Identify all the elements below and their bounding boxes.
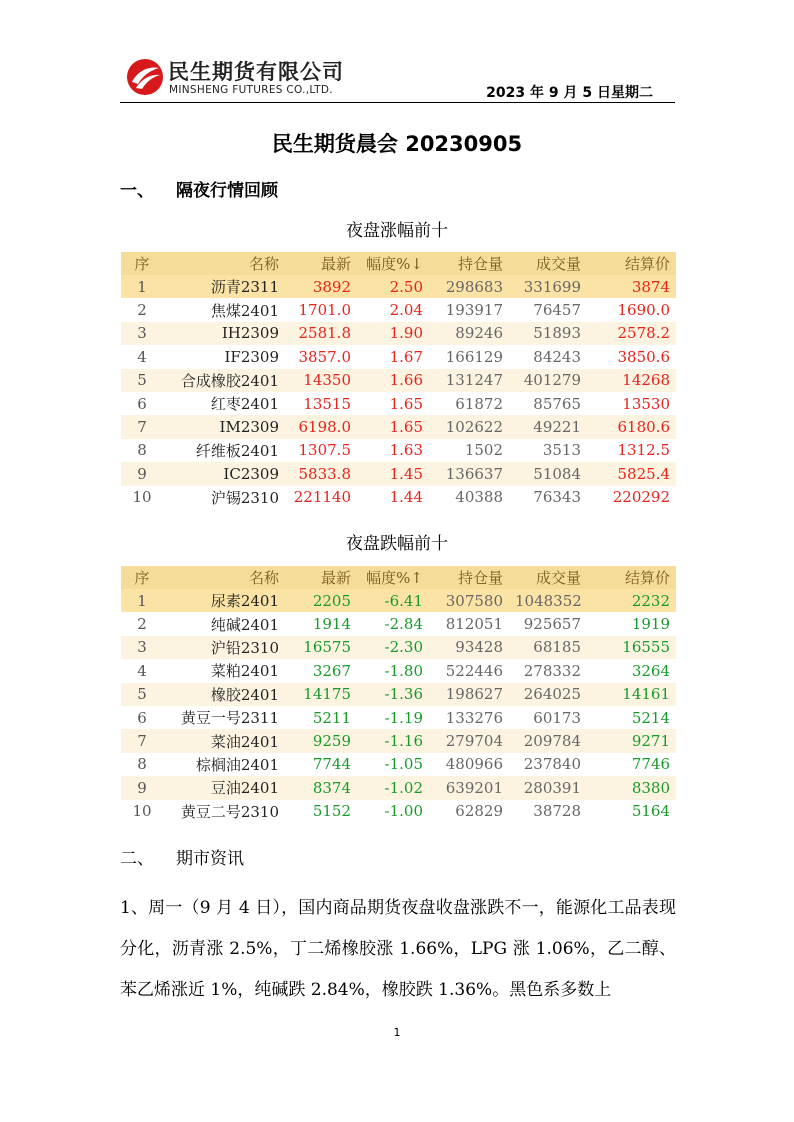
cell-settle: 1919 (587, 612, 676, 635)
cell-open-interest: 639201 (429, 776, 509, 799)
section-heading-1 (120, 176, 278, 201)
document-title: 民生期货晨会 20230905 (271, 132, 523, 156)
cell-rank: 6 (121, 392, 163, 415)
cell-name: 纯碱2401 (163, 612, 285, 635)
cell-latest: 3267 (285, 659, 357, 682)
cell-latest: 14350 (285, 369, 357, 392)
company-logo-icon (126, 58, 164, 96)
cell-volume: 264025 (509, 683, 587, 706)
cell-settle: 14268 (587, 369, 676, 392)
table-row (121, 753, 676, 776)
cell-volume: 85765 (509, 392, 587, 415)
news-paragraph: 1、周一（9 月 4 日），国内商品期货夜盘收盘涨跌不一，能源化工品表现分化，沥青涨 2.5%，丁二烯橡胶涨 1.66%，LPG 涨 1.06%，乙二醇、苯乙烯涨近 1%，纯碱跌 2.84%，橡胶跌 1.36%。黑色系多数上 (120, 898, 676, 1000)
header-rank: 序 (121, 566, 163, 589)
cell-rank: 3 (121, 636, 163, 659)
header-volume: 成交量 (509, 252, 587, 275)
cell-change: 1.67 (357, 345, 429, 368)
table-row (121, 776, 676, 799)
cell-latest: 2205 (285, 589, 357, 612)
section-number: 一、 (120, 181, 154, 201)
cell-open-interest: 307580 (429, 589, 509, 612)
cell-volume: 331699 (509, 275, 587, 298)
cell-name: 尿素2401 (163, 589, 285, 612)
cell-change: 1.66 (357, 369, 429, 392)
header-settle: 结算价 (587, 252, 676, 275)
table-row (121, 439, 676, 462)
cell-rank: 7 (121, 415, 163, 438)
table-header-row (121, 252, 676, 275)
cell-open-interest: 1502 (429, 439, 509, 462)
cell-volume: 3513 (509, 439, 587, 462)
cell-settle: 9271 (587, 729, 676, 752)
losers-table-body (121, 589, 676, 823)
cell-open-interest: 62829 (429, 800, 509, 823)
cell-open-interest: 522446 (429, 659, 509, 682)
table-row (121, 392, 676, 415)
cell-rank: 8 (121, 753, 163, 776)
cell-change: 2.04 (357, 298, 429, 321)
section-heading-2 (120, 844, 244, 869)
cell-name: 棕榈油2401 (163, 753, 285, 776)
cell-name: 菜粕2401 (163, 659, 285, 682)
cell-settle: 3874 (587, 275, 676, 298)
header-latest: 最新 (285, 252, 357, 275)
cell-settle: 8380 (587, 776, 676, 799)
cell-change: 1.90 (357, 322, 429, 345)
cell-open-interest: 102622 (429, 415, 509, 438)
cell-settle: 7746 (587, 753, 676, 776)
cell-settle: 2578.2 (587, 322, 676, 345)
cell-name: IH2309 (163, 322, 285, 345)
cell-latest: 1914 (285, 612, 357, 635)
table-row (121, 345, 676, 368)
cell-settle: 3264 (587, 659, 676, 682)
cell-name: 豆油2401 (163, 776, 285, 799)
cell-latest: 1307.5 (285, 439, 357, 462)
cell-open-interest: 480966 (429, 753, 509, 776)
cell-change: -1.00 (357, 800, 429, 823)
cell-latest: 6198.0 (285, 415, 357, 438)
header-name: 名称 (163, 252, 285, 275)
cell-volume: 925657 (509, 612, 587, 635)
cell-settle: 5214 (587, 706, 676, 729)
cell-change: -1.36 (357, 683, 429, 706)
cell-name: 菜油2401 (163, 729, 285, 752)
table-row (121, 612, 676, 635)
cell-settle: 220292 (587, 486, 676, 509)
cell-change: 1.44 (357, 486, 429, 509)
cell-settle: 5825.4 (587, 462, 676, 485)
cell-open-interest: 89246 (429, 322, 509, 345)
table-row (121, 706, 676, 729)
report-date: 2023 年 9 月 5 日星期二 (486, 85, 653, 101)
cell-rank: 9 (121, 462, 163, 485)
section-label: 期市资讯 (176, 849, 244, 869)
cell-settle: 16555 (587, 636, 676, 659)
cell-name: 沪锡2310 (163, 486, 285, 509)
cell-name: 黄豆一号2311 (163, 706, 285, 729)
cell-settle: 1690.0 (587, 298, 676, 321)
cell-rank: 3 (121, 322, 163, 345)
cell-change: -1.16 (357, 729, 429, 752)
cell-rank: 10 (121, 800, 163, 823)
header-open-interest: 持仓量 (429, 566, 509, 589)
cell-rank: 7 (121, 729, 163, 752)
cell-open-interest: 93428 (429, 636, 509, 659)
cell-open-interest: 298683 (429, 275, 509, 298)
cell-rank: 2 (121, 612, 163, 635)
losers-table (121, 566, 676, 823)
cell-latest: 221140 (285, 486, 357, 509)
gainers-table-body (121, 275, 676, 509)
cell-open-interest: 279704 (429, 729, 509, 752)
cell-change: -2.30 (357, 636, 429, 659)
cell-settle: 5164 (587, 800, 676, 823)
table-header-row (121, 566, 676, 589)
cell-rank: 9 (121, 776, 163, 799)
cell-name: IC2309 (163, 462, 285, 485)
cell-name: 黄豆二号2310 (163, 800, 285, 823)
table-row (121, 322, 676, 345)
cell-change: -1.05 (357, 753, 429, 776)
cell-volume: 84243 (509, 345, 587, 368)
cell-settle: 13530 (587, 392, 676, 415)
cell-open-interest: 166129 (429, 345, 509, 368)
cell-settle: 14161 (587, 683, 676, 706)
cell-change: 1.45 (357, 462, 429, 485)
cell-rank: 1 (121, 275, 163, 298)
cell-name: 红枣2401 (163, 392, 285, 415)
company-name-cn: 民生期货有限公司 (168, 60, 344, 84)
cell-volume: 60173 (509, 706, 587, 729)
cell-rank: 5 (121, 369, 163, 392)
cell-volume: 76343 (509, 486, 587, 509)
cell-change: -1.02 (357, 776, 429, 799)
cell-latest: 5211 (285, 706, 357, 729)
cell-latest: 5152 (285, 800, 357, 823)
cell-volume: 209784 (509, 729, 587, 752)
cell-rank: 5 (121, 683, 163, 706)
cell-name: 沪铅2310 (163, 636, 285, 659)
table-row (121, 486, 676, 509)
cell-latest: 14175 (285, 683, 357, 706)
cell-rank: 4 (121, 659, 163, 682)
cell-open-interest: 133276 (429, 706, 509, 729)
cell-volume: 1048352 (509, 589, 587, 612)
table-row (121, 800, 676, 823)
cell-rank: 6 (121, 706, 163, 729)
cell-latest: 3857.0 (285, 345, 357, 368)
gainers-table (121, 252, 676, 509)
cell-change: -1.80 (357, 659, 429, 682)
cell-rank: 4 (121, 345, 163, 368)
cell-volume: 76457 (509, 298, 587, 321)
cell-latest: 3892 (285, 275, 357, 298)
cell-settle: 6180.6 (587, 415, 676, 438)
cell-open-interest: 193917 (429, 298, 509, 321)
cell-open-interest: 198627 (429, 683, 509, 706)
cell-volume: 51084 (509, 462, 587, 485)
cell-name: IM2309 (163, 415, 285, 438)
cell-settle: 2232 (587, 589, 676, 612)
cell-name: 合成橡胶2401 (163, 369, 285, 392)
section-label: 隔夜行情回顾 (176, 181, 278, 201)
header-name: 名称 (163, 566, 285, 589)
page-number: 1 (393, 1026, 401, 1039)
cell-volume: 38728 (509, 800, 587, 823)
table-row (121, 369, 676, 392)
cell-latest: 9259 (285, 729, 357, 752)
cell-change: 1.65 (357, 415, 429, 438)
cell-change: -1.19 (357, 706, 429, 729)
table-row (121, 462, 676, 485)
cell-open-interest: 131247 (429, 369, 509, 392)
section-number: 二、 (120, 849, 154, 869)
cell-settle: 3850.6 (587, 345, 676, 368)
cell-change: -2.84 (357, 612, 429, 635)
header-change: 幅度%↑ (357, 566, 429, 589)
cell-rank: 2 (121, 298, 163, 321)
table-row (121, 729, 676, 752)
cell-name: 纤维板2401 (163, 439, 285, 462)
table-row (121, 659, 676, 682)
cell-volume: 401279 (509, 369, 587, 392)
losers-caption: 夜盘跌幅前十 (346, 534, 448, 554)
header-settle: 结算价 (587, 566, 676, 589)
cell-volume: 51893 (509, 322, 587, 345)
cell-change: -6.41 (357, 589, 429, 612)
header-rank: 序 (121, 252, 163, 275)
cell-volume: 49221 (509, 415, 587, 438)
table-row (121, 275, 676, 298)
table-row (121, 683, 676, 706)
cell-open-interest: 40388 (429, 486, 509, 509)
header-open-interest: 持仓量 (429, 252, 509, 275)
table-row (121, 589, 676, 612)
cell-name: 橡胶2401 (163, 683, 285, 706)
table-row (121, 636, 676, 659)
header-latest: 最新 (285, 566, 357, 589)
cell-change: 1.65 (357, 392, 429, 415)
cell-name: 沥青2311 (163, 275, 285, 298)
company-name-en: MINSHENG FUTURES CO.,LTD. (169, 84, 333, 96)
cell-rank: 1 (121, 589, 163, 612)
cell-open-interest: 61872 (429, 392, 509, 415)
cell-volume: 237840 (509, 753, 587, 776)
page-header (120, 54, 675, 103)
gainers-caption: 夜盘涨幅前十 (346, 221, 448, 241)
cell-volume: 68185 (509, 636, 587, 659)
cell-latest: 13515 (285, 392, 357, 415)
cell-rank: 8 (121, 439, 163, 462)
header-change: 幅度%↓ (357, 252, 429, 275)
header-volume: 成交量 (509, 566, 587, 589)
cell-settle: 1312.5 (587, 439, 676, 462)
cell-latest: 7744 (285, 753, 357, 776)
cell-open-interest: 812051 (429, 612, 509, 635)
cell-latest: 1701.0 (285, 298, 357, 321)
cell-name: 焦煤2401 (163, 298, 285, 321)
cell-latest: 5833.8 (285, 462, 357, 485)
cell-change: 1.63 (357, 439, 429, 462)
cell-change: 2.50 (357, 275, 429, 298)
cell-rank: 10 (121, 486, 163, 509)
cell-open-interest: 136637 (429, 462, 509, 485)
cell-name: IF2309 (163, 345, 285, 368)
cell-volume: 278332 (509, 659, 587, 682)
cell-latest: 8374 (285, 776, 357, 799)
table-row (121, 415, 676, 438)
cell-latest: 16575 (285, 636, 357, 659)
table-row (121, 298, 676, 321)
cell-volume: 280391 (509, 776, 587, 799)
cell-latest: 2581.8 (285, 322, 357, 345)
